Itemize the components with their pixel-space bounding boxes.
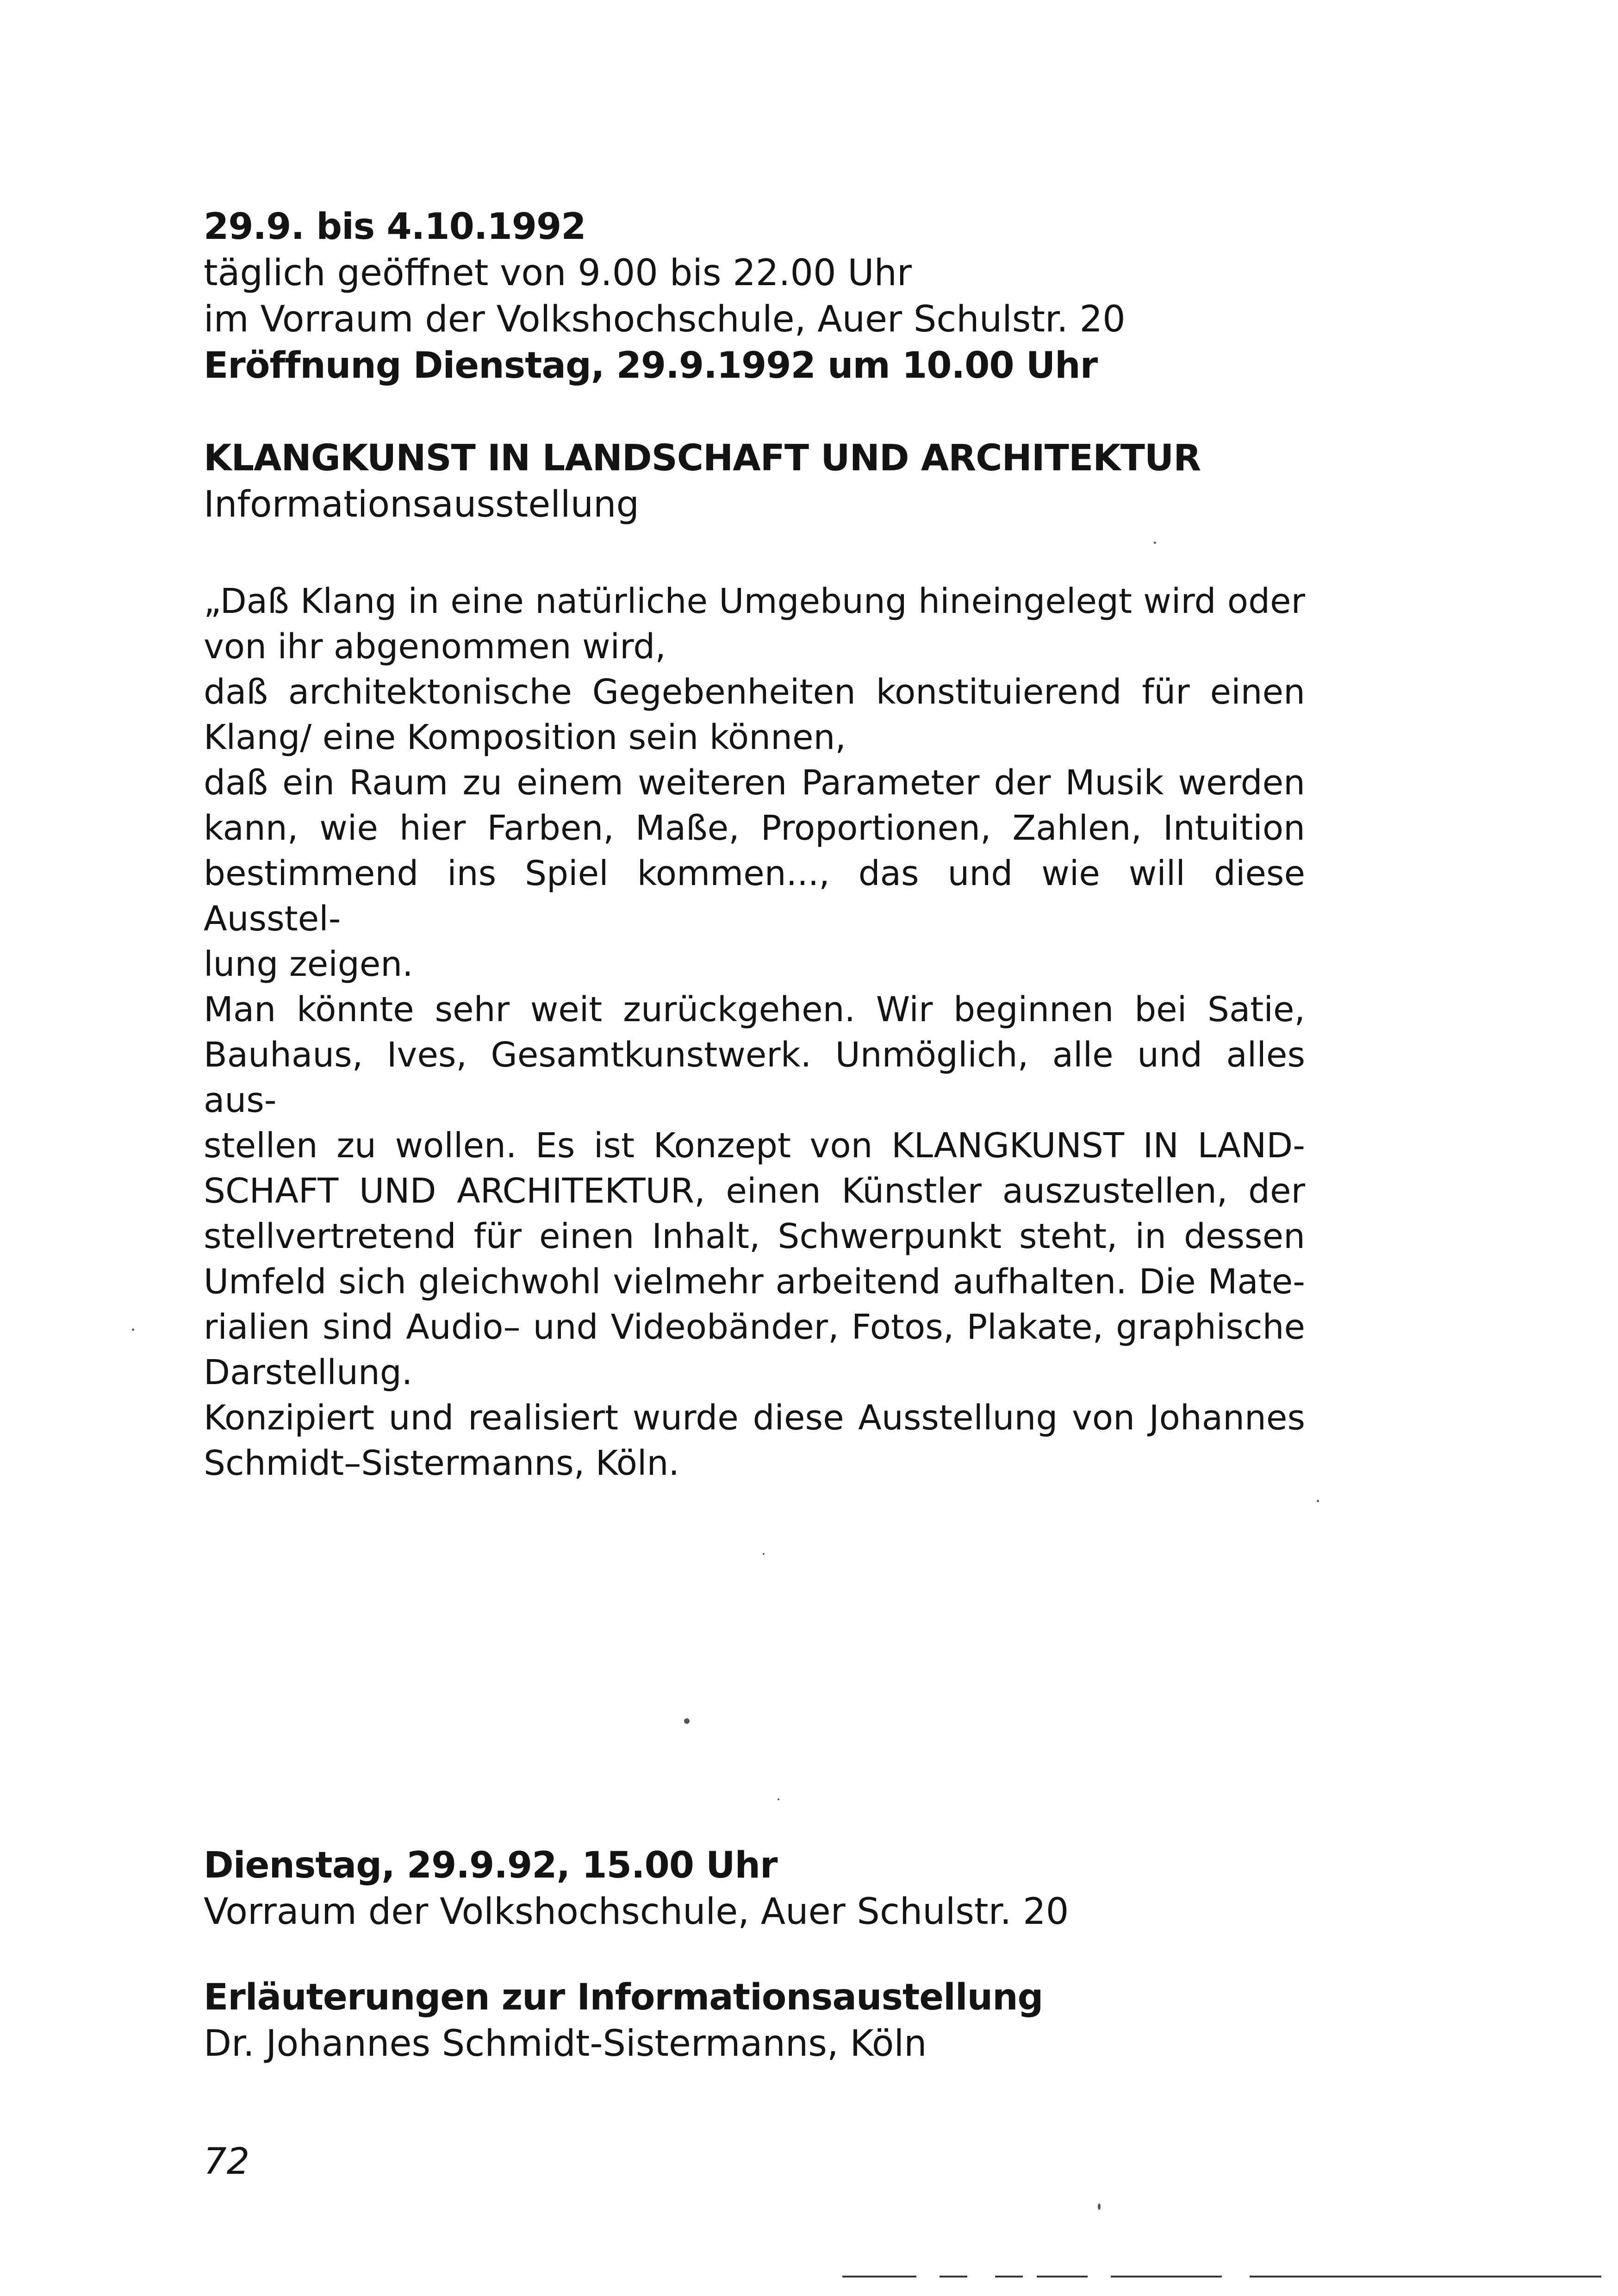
scan-speck — [763, 1553, 765, 1555]
scan-edge-line — [842, 2276, 916, 2277]
body-line: Klang/ eine Komposition sein können, — [204, 718, 846, 757]
talk-topic-block — [204, 1974, 1305, 2067]
scan-speck — [778, 1798, 779, 1800]
opening-hours: täglich geöffnet von 9.00 bis 22.00 Uhr — [204, 252, 912, 294]
exhibition-title: KLANGKUNST IN LANDSCHAFT UND ARCHITEKTUR — [204, 437, 1201, 479]
exhibition-subtitle: Informationsausstellung — [204, 484, 639, 525]
date-range: 29.9. bis 4.10.1992 — [204, 206, 586, 248]
exhibition-dates-block — [204, 204, 1305, 389]
body-line: Umfeld sich gleichwohl vielmehr arbeitend aufhalten. Die Mate- — [204, 1262, 1305, 1302]
scan-speck — [1098, 2203, 1101, 2210]
opening-event: Eröffnung Dienstag, 29.9.1992 um 10.00 Uhr — [204, 345, 1098, 387]
talk-date: Dienstag, 29.9.92, 15.00 Uhr — [204, 1845, 778, 1886]
body-line: von ihr abgenommen wird, — [204, 627, 666, 667]
body-line: stellvertretend für einen Inhalt, Schwerpunkt steht, in dessen — [204, 1217, 1305, 1256]
body-line: Konzipiert und realisiert wurde diese Ausstellung von Johannes — [204, 1398, 1305, 1438]
body-line: Schmidt–Sistermanns, Köln. — [204, 1443, 679, 1483]
talk-speaker: Dr. Johannes Schmidt-Sistermanns, Köln — [204, 2023, 927, 2065]
body-line: Darstellung. — [204, 1353, 413, 1392]
scan-speck — [132, 1329, 134, 1331]
body-line: kann, wie hier Farben, Maße, Proportionen, Zahlen, Intuition — [204, 808, 1305, 848]
body-line: rialien sind Audio– und Videobänder, Fotos, Plakate, graphische — [204, 1307, 1305, 1347]
body-line: SCHAFT UND ARCHITEKTUR, einen Künstler auszustellen, der — [204, 1171, 1305, 1211]
scan-edge-line — [1037, 2276, 1088, 2277]
body-line: Man könnte sehr weit zurückgehen. Wir beginnen bei Satie, — [204, 990, 1305, 1029]
scan-edge-line — [1250, 2276, 1601, 2277]
body-line: daß architektonische Gegebenheiten konstituierend für einen — [204, 672, 1305, 712]
scan-edge-line — [1111, 2276, 1222, 2277]
scan-speck — [1154, 542, 1156, 544]
exhibition-heading — [204, 435, 1305, 528]
scan-edge-line — [940, 2276, 967, 2277]
body-line: Bauhaus, Ives, Gesamtkunstwerk. Unmöglich, alle und alles aus- — [204, 1035, 1305, 1120]
talk-title: Erläuterungen zur Informationsaustellung — [204, 1977, 1043, 2018]
scan-edge-line — [995, 2276, 1023, 2277]
body-line: „Daß Klang in eine natürliche Umgebung hineingelegt wird oder — [204, 581, 1305, 621]
body-line: bestimmend ins Spiel kommen..., das und wie will diese Ausstel- — [204, 854, 1305, 939]
scan-speck — [684, 1718, 690, 1724]
body-line: stellen zu wollen. Es ist Konzept von KLANGKUNST IN LAND- — [204, 1126, 1305, 1166]
talk-location: Vorraum der Volkshochschule, Auer Schulstr. 20 — [204, 1891, 1069, 1933]
exhibition-description — [204, 579, 1305, 1486]
venue-location: im Vorraum der Volkshochschule, Auer Schulstr. 20 — [204, 299, 1126, 340]
talk-details-block — [204, 1842, 1305, 1935]
page-number: 72 — [204, 2141, 250, 2183]
body-line: lung zeigen. — [204, 944, 413, 984]
body-line: daß ein Raum zu einem weiteren Parameter der Musik werden — [204, 763, 1305, 803]
scan-speck — [1317, 1500, 1319, 1502]
